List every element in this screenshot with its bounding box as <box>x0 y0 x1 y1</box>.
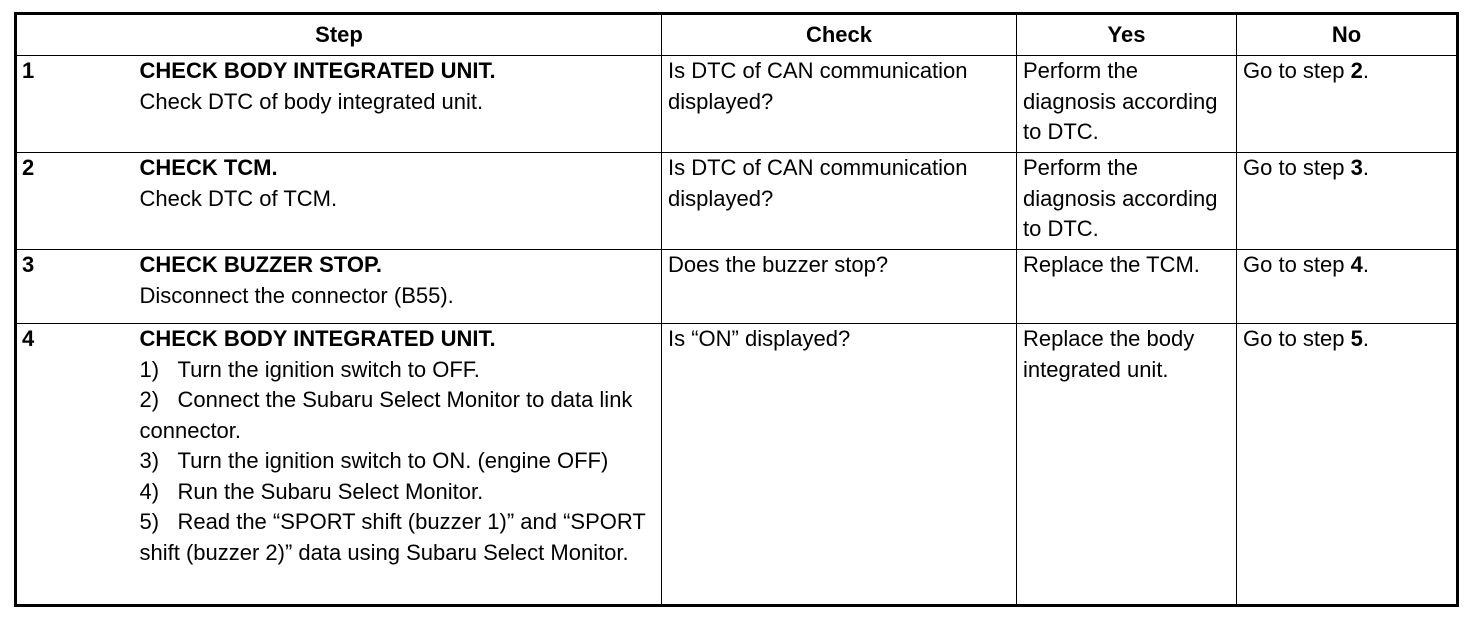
step-number: 3 <box>16 250 140 324</box>
step-description: Check DTC of TCM. <box>139 185 338 211</box>
no-cell <box>1237 324 1458 606</box>
check-text: Is DTC of CAN communication displayed? <box>668 58 968 114</box>
header-check: Check <box>662 14 1017 56</box>
substep-text: Read the “SPORT shift (buzzer 1)” and “SPORT shift (buzzer 2)” data using Subaru Select Monitor. <box>139 509 646 565</box>
substep-number: 1) <box>139 356 160 382</box>
header-step: Step <box>16 14 662 56</box>
substep-item <box>140 507 656 568</box>
table-row <box>16 56 1458 153</box>
yes-cell <box>1017 56 1237 153</box>
substep-text: Connect the Subaru Select Monitor to data link connector. <box>139 387 633 443</box>
substep-number: 4) <box>139 478 160 504</box>
no-suffix: . <box>1362 155 1369 180</box>
table-row <box>16 153 1458 250</box>
no-cell <box>1237 153 1458 250</box>
no-cell <box>1237 250 1458 324</box>
no-step-link[interactable]: 2 <box>1350 58 1363 83</box>
substep-item <box>140 385 656 446</box>
check-text: Does the buzzer stop? <box>668 252 889 277</box>
diagnostic-table <box>14 12 1459 607</box>
no-prefix: Go to step <box>1243 58 1351 83</box>
no-suffix: . <box>1362 326 1369 351</box>
step-title: CHECK BODY INTEGRATED UNIT. <box>139 58 496 83</box>
step-title: CHECK TCM. <box>139 155 278 180</box>
check-cell <box>662 250 1017 324</box>
step-cell <box>140 324 662 606</box>
step-cell <box>140 56 662 153</box>
step-description: Disconnect the connector (B55). <box>139 282 454 308</box>
header-yes: Yes <box>1017 14 1237 56</box>
substep-text: Run the Subaru Select Monitor. <box>177 478 484 504</box>
check-cell <box>662 56 1017 153</box>
step-number: 1 <box>16 56 140 153</box>
table-row <box>16 250 1458 324</box>
substep-item <box>140 355 656 386</box>
yes-cell <box>1017 324 1237 606</box>
substep-item <box>140 477 656 508</box>
substep-number: 3) <box>139 448 160 473</box>
header-no: No <box>1237 14 1458 56</box>
step-number: 4 <box>16 324 140 606</box>
check-text: Is DTC of CAN communication displayed? <box>668 155 968 211</box>
no-suffix: . <box>1362 58 1369 83</box>
substep-text: Turn the ignition switch to ON. (engine OFF) <box>177 448 609 473</box>
no-step-link[interactable]: 5 <box>1350 326 1363 351</box>
check-cell <box>662 153 1017 250</box>
yes-cell <box>1017 250 1237 324</box>
check-text: Is “ON” displayed? <box>668 326 851 351</box>
step-number: 2 <box>16 153 140 250</box>
substep-text: Turn the ignition switch to OFF. <box>177 356 480 382</box>
no-prefix: Go to step <box>1243 252 1351 277</box>
step-cell <box>140 153 662 250</box>
yes-text: Perform the diagnosis according to DTC. <box>1023 58 1218 144</box>
no-suffix: . <box>1362 252 1369 277</box>
check-cell <box>662 324 1017 606</box>
table-row <box>16 324 1458 606</box>
yes-cell <box>1017 153 1237 250</box>
no-step-link[interactable]: 3 <box>1350 155 1363 180</box>
step-title: CHECK BUZZER STOP. <box>139 252 382 277</box>
substep-item <box>140 446 656 477</box>
substep-number: 5) <box>139 509 160 534</box>
step-description: Check DTC of body integrated unit. <box>139 88 484 114</box>
no-step-link[interactable]: 4 <box>1350 252 1363 277</box>
no-cell <box>1237 56 1458 153</box>
step-title: CHECK BODY INTEGRATED UNIT. <box>139 326 496 351</box>
no-prefix: Go to step <box>1243 155 1351 180</box>
yes-text: Replace the TCM. <box>1023 252 1200 277</box>
yes-text: Perform the diagnosis according to DTC. <box>1023 155 1218 241</box>
no-prefix: Go to step <box>1243 326 1351 351</box>
step-cell <box>140 250 662 324</box>
substep-number: 2) <box>139 387 160 412</box>
header-row <box>16 14 1458 56</box>
yes-text: Replace the body integrated unit. <box>1023 326 1195 382</box>
